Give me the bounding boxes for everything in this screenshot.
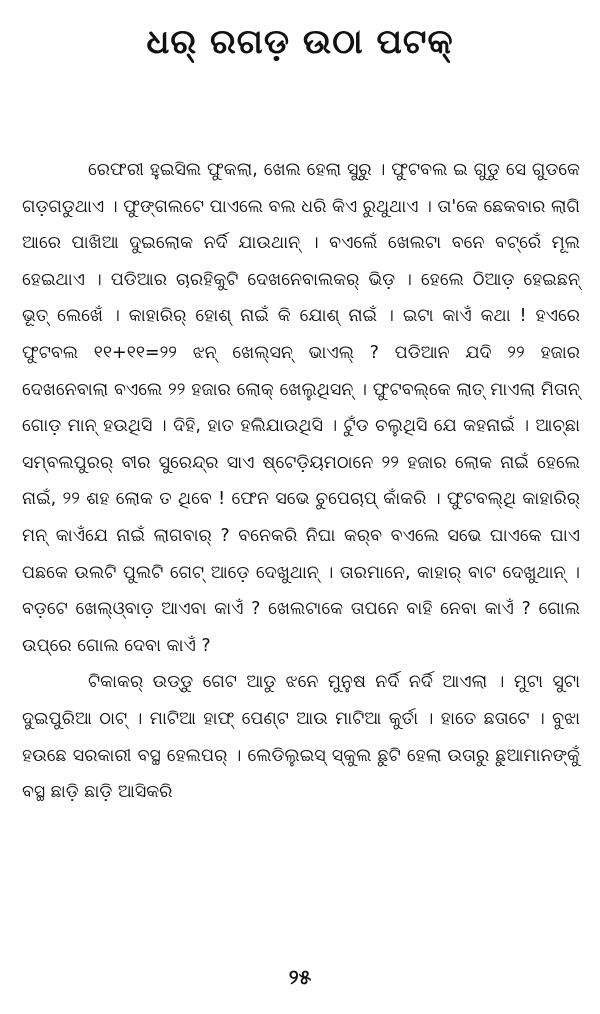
- page-number: ୨୫: [288, 965, 312, 989]
- body-text: [22, 152, 580, 811]
- page-title: ଧର୍ ରଗଡ଼ ଉଠା ପଟକ୍: [146, 22, 454, 62]
- paragraph-1: ରେଫରୀ ହୁଇସିଲ ଫୁକଲା, ଖେଲ ହେଲା ସୁରୁ । ଫୁଟବଲ ଇ ଗୁଡୁ ସେ ଗୁଡକେ ଗଡ଼ଗଡୁଥାଏ । ଫୁଙ୍ଗଲଟେ ପାଏଲେ ବଲ ଧରି କିଏ ରୁଥୁଥାଏ । ତା'କେ ଛେକବାର ଲାଗି ଆରେ ପାଖିଆ ଦୁଇଲୋକ ନର୍ଦି ଯାଉଥାନ୍ । ବଏଲେଁ ଖେଲଟା ବନେ ବଟ୍ରେଁ ମୂଲ ହେଇଥାଏ । ପଡିଆର ଚାରହିକୁଟି ଦେଖନେବାଲକର୍ ଭିଡ଼ । ହେଲେ ଠିଆଡ଼ ହେଇଛନ୍ ଭୂତ୍ ଲେଖେଁ । କାହାରିର୍ ହୋଶ୍ ନାଇଁ କି ଯୋଶ୍ ନାଇଁ । ଇଟା କାଏଁ କଥା ! ହଏରେ ଫୁଟବଲ ୧୧+୧୧=୨୨ ଝନ୍ ଖେଲ୍‌ସନ୍ ଭାଏଲ୍ ? ପଡିଆନ ଯଦି ୨୨ ହଜାର ଦେଖନେବାଲା ବଏଲେ ୨୨ ହଜାର ଲୋକ୍ ଖେଲୁଥିସନ୍ । ଫୁଟବଲ୍‌କେ ଲାତ୍ ମାଏଲା ମିତାନ୍ ଗୋଡ଼ ମାନ୍ ହଉଥିସି । ଦିହି, ହାତ ହଲିଯାଉଥିସି । ଟୁଁଡ ଚଲୁଥିସି ଯେ କହନାଇଁ । ଆଚ୍ଛା ସମ୍ବଲପୁରର୍ ବୀର ସୁରେନ୍ଦ୍ର ସାଏ ଷ୍ଟେଡ଼ିୟମଠାନେ ୨୨ ହଜାର ଲୋକ ନାଇଁ ହେଲେ ନାଇଁ, ୨୨ ଶହ ଲୋକ ତ ଥିବେ ! ଫେନ ସଭେ ଚୁପେଚାପ୍ କାଁକରି । ଫୁଟବଲ୍‌ଥି କାହାରିର୍ ମନ୍ କାଏଁଯେ ନାଇଁ ଲାଗବାର୍ ? ବନେକରି ନିଘା କର୍‌ବ ବଏଲେ ସଭେ ଘାଏକେ ଘାଏ ପଛକେ ଉଲଟି ପୁଲଟି ଗେଟ୍ ଆଡ଼େ ଦେଖୁଥାନ୍ । ତାରମାନେ, କାହାର୍ ବାଟ ଦେଖୁଥାନ୍ । ବଡ଼ଟେ ଖେଲ୍‌ଓ୍ବାଡ଼ ଆଏବା କାଏଁ ? ଖେଲଟାକେ ତାପନେ ବାହି ନେବା କାଏଁ ? ଗୋଲ ଉପ୍ରେ ଗୋଲ ଦେବା କାଏଁ ?: [22, 160, 580, 656]
- paragraph-2: ଟିକାକର୍ ଉଡ୍ଡୁ ଗେଟ ଆଡୁ ଝନେ ମୁନୁଷ ନର୍ଦି ନର୍ଦି ଆଏଲା । ମୁଟା ସୁଟା ଦୁଇପୁରିଆ ଠାଟ୍ । ମାଟିଆ ହାଫ୍ ପେଣ୍ଟ ଆଉ ମାଟିଆ କୁର୍ତା । ହାତେ ଛତାଟେ । ବୁଝା ହଉଛେ ସରକାରୀ ବସ୍ଥ ହେଲପର୍ । ଲେଡିଲୁଇସ୍ ସ୍କୁଲ ଛୁଟି ହେଲା ଉତାରୁ ଛୁଆମାନଙ୍କୁଁ ବସ୍ଥ ଛାଡ଼ି ଛାଡ଼ି ଆସିକରି: [22, 672, 580, 803]
